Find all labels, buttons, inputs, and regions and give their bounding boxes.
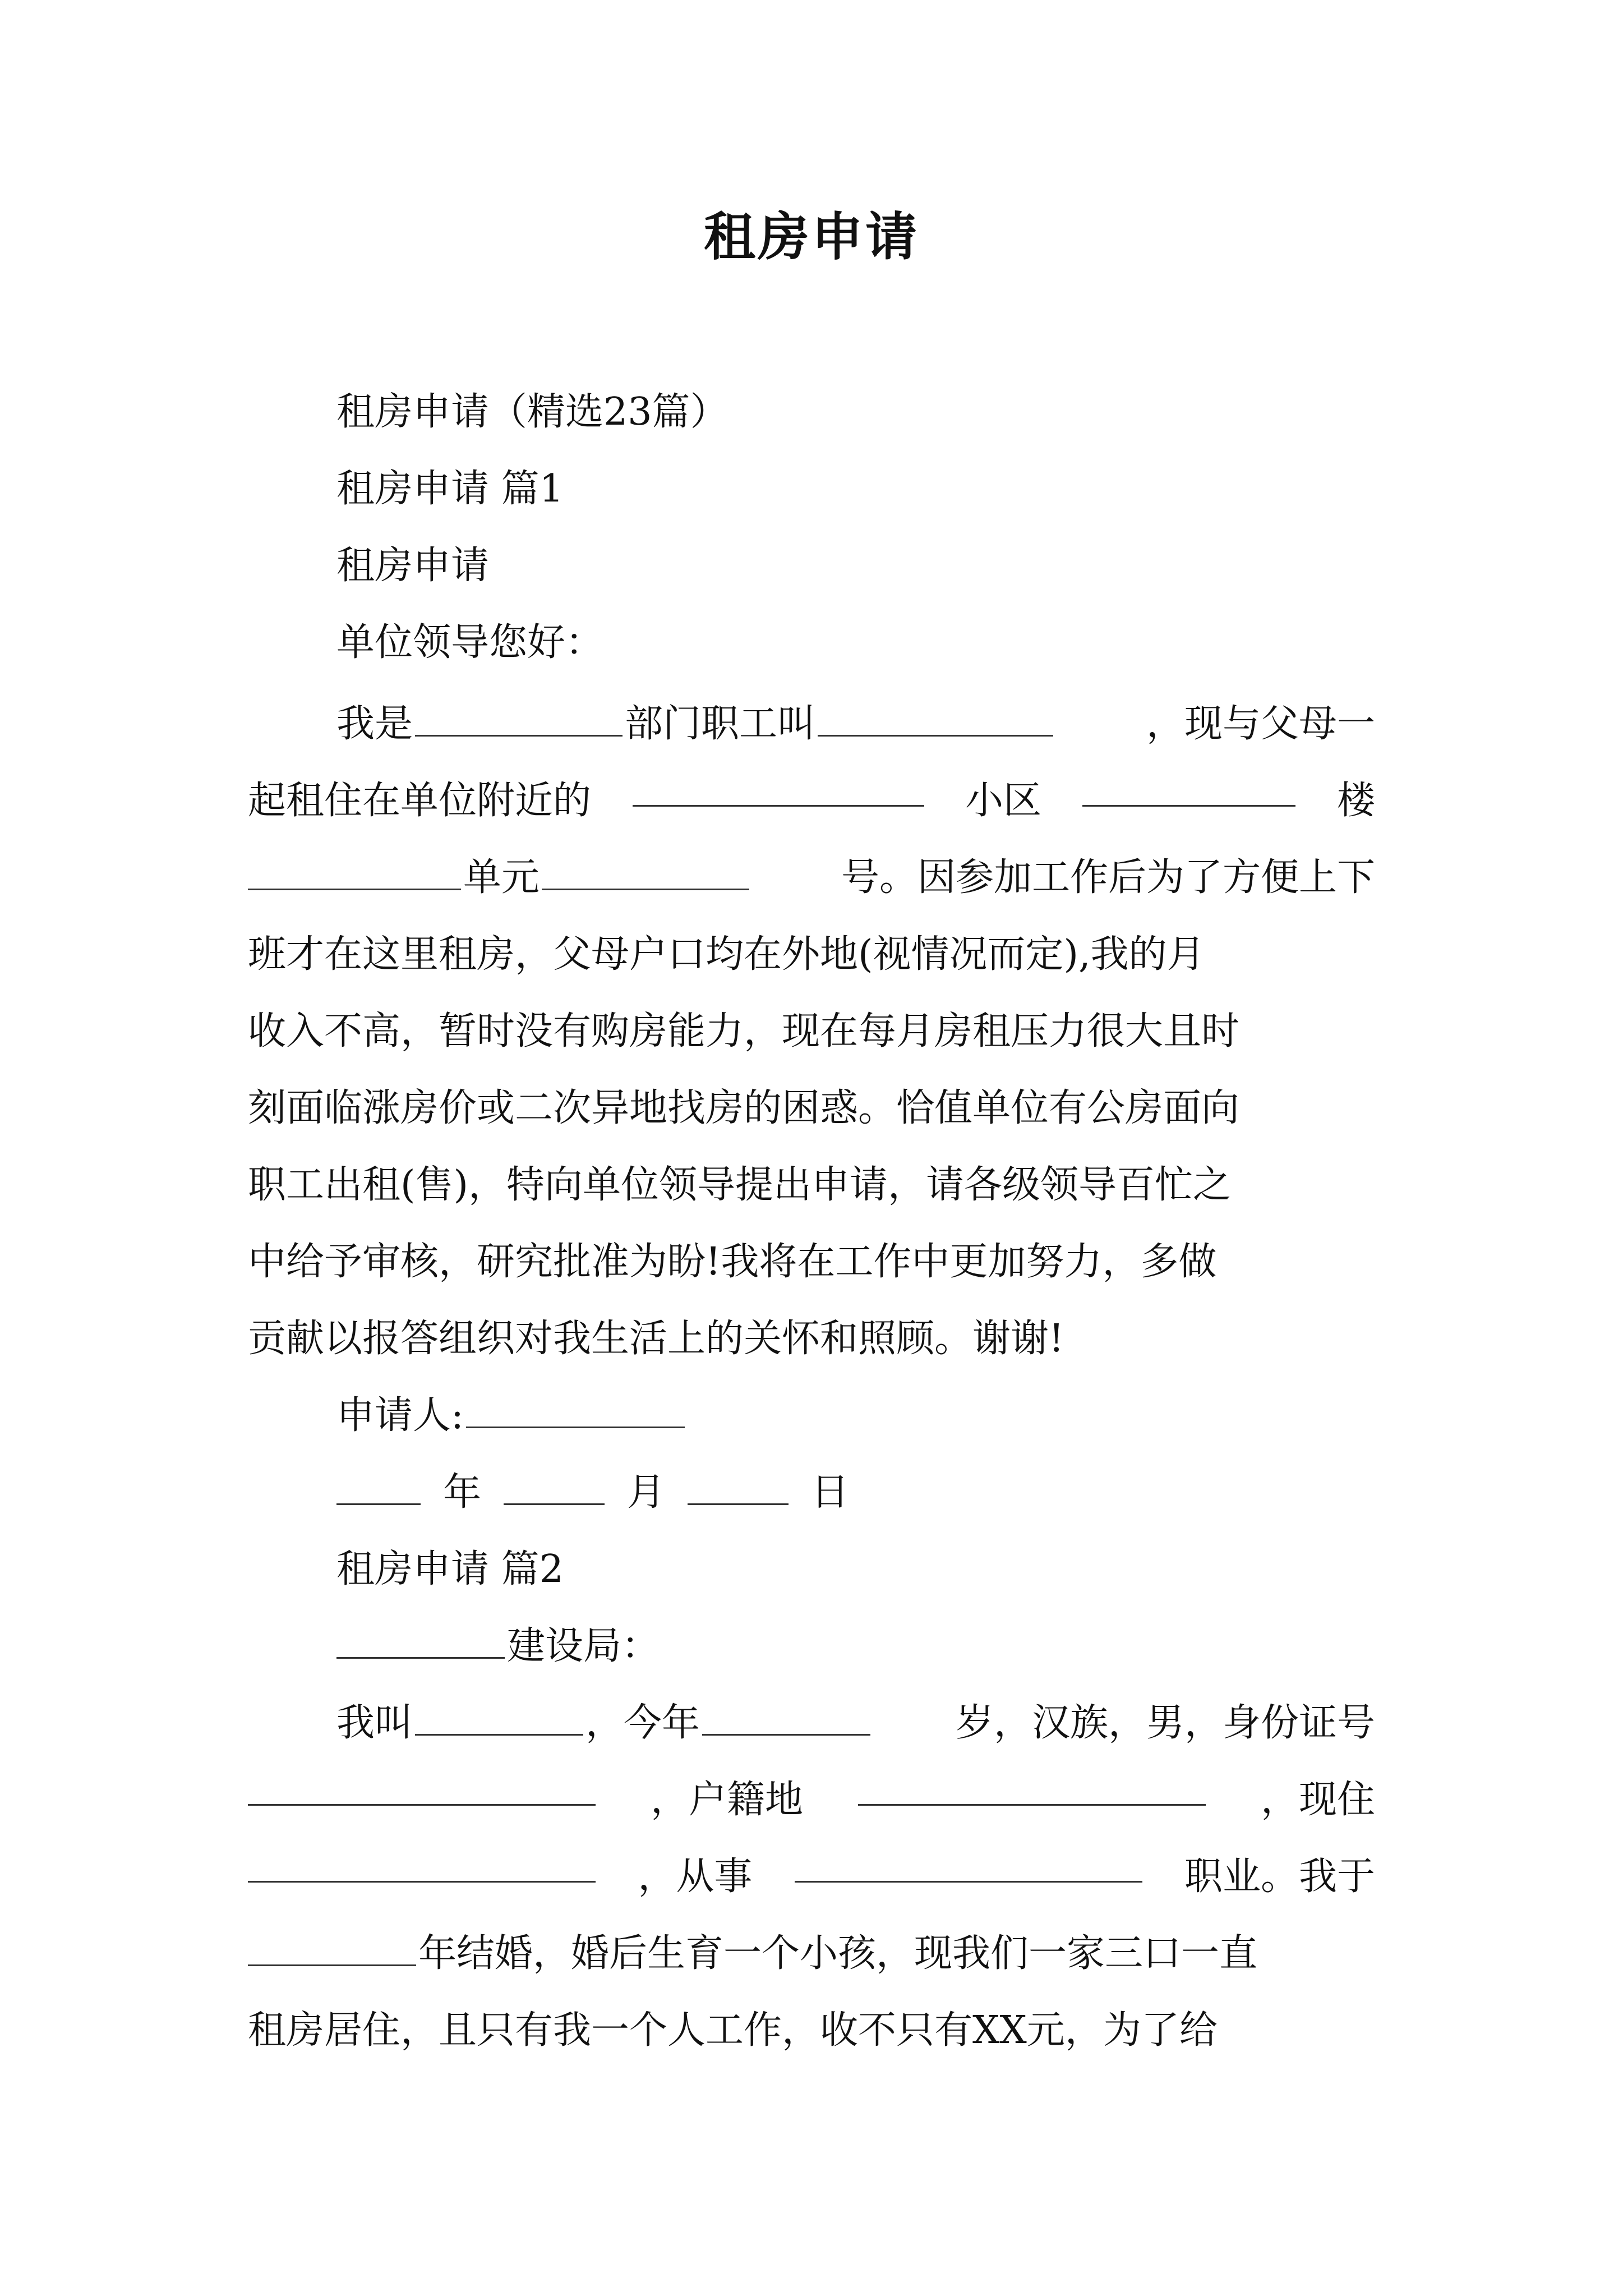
date-line (336, 1462, 849, 1524)
section1-paragraph-line: 中给予审核，研究批准为盼!我将在工作中更加努力，多做 (248, 1240, 1217, 1284)
text-segment: 号。因参加工作后为了方便上下 (841, 855, 1375, 900)
fill-blank (336, 1469, 421, 1505)
fill-blank (504, 1469, 605, 1505)
text-segment: ，现与父母一 (1146, 702, 1375, 746)
section2-paragraph-line: 租房居住，且只有我一个人工作，收不只有XX元，为了给 (248, 2008, 1218, 2053)
fill-blank (415, 1699, 583, 1736)
text-segment: ，现住 (1260, 1778, 1375, 1822)
text-segment: ，户籍地 (650, 1778, 803, 1822)
fill-blank (248, 1769, 596, 1806)
section1-salutation: 单位领导您好： (336, 620, 604, 665)
section1-paragraph-line: 贡献以报答组织对我生活上的关怀和照顾。谢谢! (248, 1317, 1064, 1361)
applicant-label: 申请人: (336, 1393, 464, 1438)
fill-blank (336, 1622, 505, 1659)
text-segment: 我叫 (336, 1701, 413, 1745)
text-segment: 我是 (336, 702, 413, 746)
text-segment: 部门职工叫 (625, 702, 816, 746)
section2-heading: 租房申请 篇2 (336, 1547, 564, 1591)
text-segment: 楼 (1336, 779, 1375, 823)
fill-blank (633, 770, 924, 807)
section2-paragraph-line (248, 1692, 1375, 1754)
section1-paragraph-line: 职工出租(售)，特向单位领导提出申请，请各级领导百忙之 (248, 1163, 1232, 1207)
section1-subtitle: 租房申请 (336, 544, 490, 588)
fill-blank (702, 1699, 870, 1736)
fill-blank (818, 700, 1053, 737)
section1-paragraph-line: 刻面临涨房价或二次异地找房的困惑。恰值单位有公房面向 (248, 1086, 1240, 1130)
section1-heading: 租房申请 篇1 (336, 467, 564, 511)
section2-addressee: 建设局： (507, 1624, 660, 1668)
date-day-label: 日 (811, 1470, 850, 1515)
fill-blank (795, 1846, 1142, 1883)
fill-blank (248, 1846, 596, 1883)
date-month-label: 月 (627, 1470, 666, 1515)
section1-paragraph-line (248, 770, 1375, 832)
fill-blank (1082, 770, 1295, 807)
section2-paragraph-line (248, 1923, 1257, 1985)
text-segment: 职业。我于 (1184, 1855, 1375, 1899)
text-segment: 岁，汉族，男，身份证号 (955, 1701, 1375, 1745)
document-title: 租房申请 (703, 206, 919, 267)
text-segment: ，今年 (585, 1701, 700, 1745)
section1-paragraph-line: 班才在这里租房，父母户口均在外地(视情况而定),我的月 (248, 932, 1205, 977)
text-segment: 单元 (463, 855, 540, 900)
date-year-label: 年 (443, 1470, 482, 1515)
applicant-line (336, 1385, 687, 1447)
fill-blank (542, 854, 749, 890)
fill-blank (248, 854, 461, 890)
section2-paragraph-line (248, 1769, 1375, 1831)
fill-blank (858, 1769, 1206, 1806)
section1-paragraph-line: 收入不高，暂时没有购房能力，现在每月房租压力很大且时 (248, 1009, 1240, 1053)
text-segment: 小区 (965, 779, 1041, 823)
section1-paragraph-line (248, 847, 1375, 909)
section2-paragraph-line (248, 1846, 1375, 1908)
fill-blank (466, 1392, 685, 1428)
section2-addressee-line (336, 1616, 660, 1677)
text-segment: 年结婚，婚后生育一个小孩，现我们一家三口一直 (418, 1931, 1258, 1976)
fill-blank (248, 1930, 416, 1966)
fill-blank (415, 700, 623, 737)
fill-blank (688, 1469, 789, 1505)
document-subheading: 租房申请（精选23篇） (336, 390, 728, 434)
text-segment: 起租住在单位附近的 (248, 779, 592, 823)
text-segment: ，从事 (638, 1855, 753, 1899)
section1-paragraph-line (248, 693, 1375, 755)
